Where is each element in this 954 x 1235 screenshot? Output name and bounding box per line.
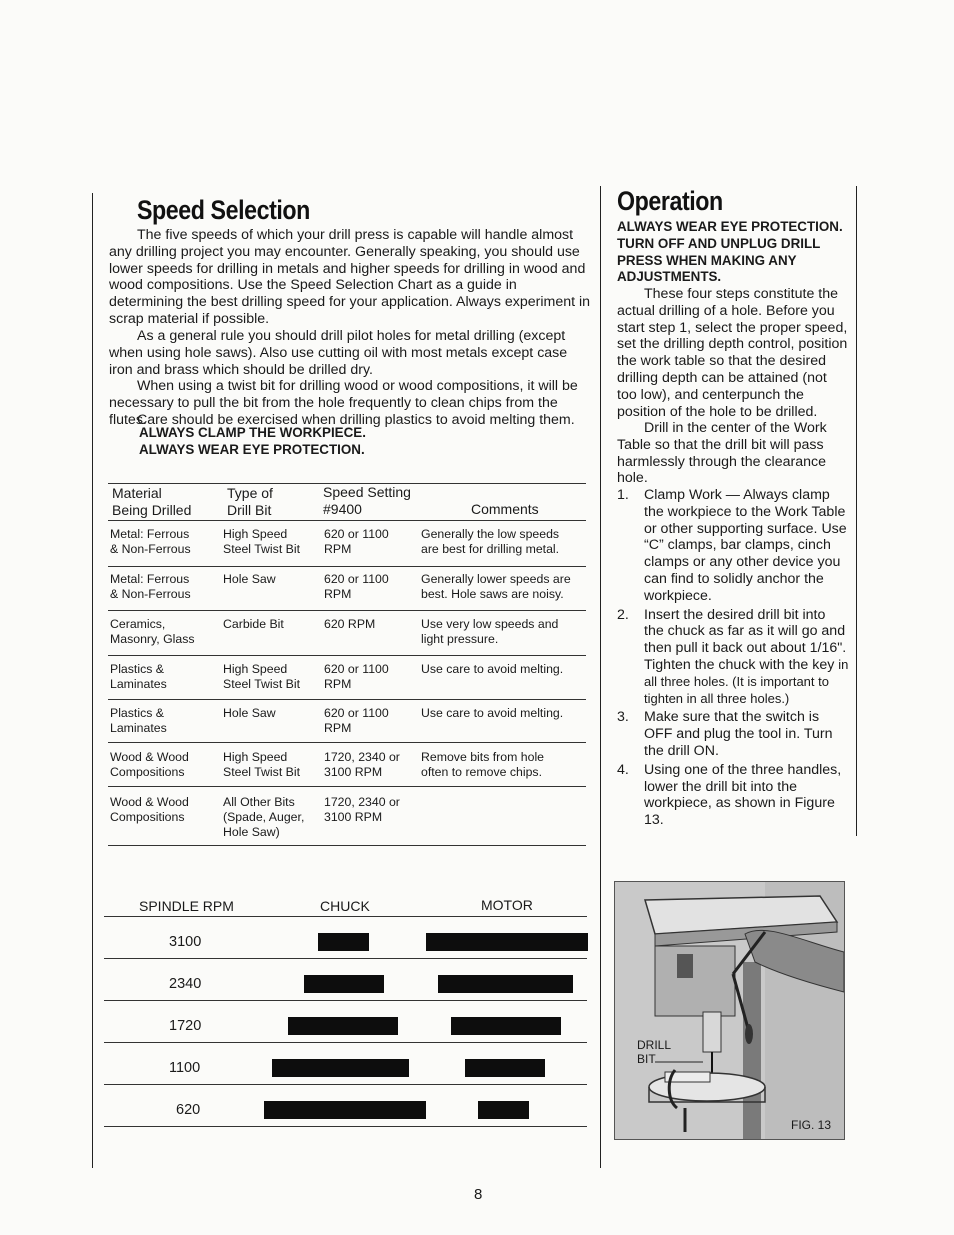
chuck-pulley-bar xyxy=(318,933,369,951)
table-row-rule xyxy=(108,655,586,656)
spindle-rpm-label: 2340 xyxy=(169,976,202,992)
table-cell-speed: 1720, 2340 or 3100 RPM xyxy=(324,750,400,779)
motor-pulley-bar xyxy=(465,1059,545,1077)
table-cell-material: Metal: Ferrous & Non-Ferrous xyxy=(110,527,191,556)
table-row-rule xyxy=(108,742,586,743)
table-cell-bit: Carbide Bit xyxy=(223,617,284,631)
chuck-pulley-bar xyxy=(304,975,384,993)
header-bit: Type of Drill Bit xyxy=(227,485,273,518)
table-row-rule xyxy=(108,845,586,846)
spindle-rpm-label: 620 xyxy=(176,1102,201,1118)
belt-row-rule xyxy=(104,1126,587,1127)
figure-label-bit: BIT xyxy=(637,1052,656,1066)
belt-row-rule xyxy=(104,958,587,959)
belt-header-spindle: SPINDLE RPM xyxy=(139,898,234,914)
table-cell-comments: Remove bits from hole often to remove chips. xyxy=(421,750,545,779)
table-row-rule xyxy=(108,699,586,700)
belt-header-rule xyxy=(104,916,587,917)
operation-paragraph-1: These four steps constitute the actual drilling of a hole. Before you start step 1, select the proper speed, set the drilling depth control, position the work table so that the desired drilling depth can be attained (not too low), and centerpunch the position of the hole to be drilled. xyxy=(617,286,848,420)
table-cell-bit: High Speed Steel Twist Bit xyxy=(223,750,300,779)
speed-paragraph-3: When using a twist bit for drilling wood or wood compositions, it will be necessary to pull the bit from the hole frequently to clean chips from the flutes. xyxy=(109,378,578,428)
motor-pulley-bar xyxy=(438,975,573,993)
speed-paragraph-1: The five speeds of which your drill press is capable will handle almost any drilling project you may encounter. Generally speaking, you should use lower speeds for drilling in metals and higher speeds for drilling in wood and wood compositions. Use the Speed Selection Chart as a guide in determining the best drilling speed for your application. Always experiment in scrap material if possible. xyxy=(109,227,591,327)
operation-paragraph-2: Drill in the center of the Work Table so that the drill bit will pass harmlessly through the clearance hole. xyxy=(617,420,827,487)
belt-row-rule xyxy=(104,1000,587,1001)
belt-row-rule xyxy=(104,1084,587,1085)
table-cell-bit: Hole Saw xyxy=(223,572,276,586)
motor-pulley-bar xyxy=(478,1101,529,1119)
speed-paragraph-4: Care should be exercised when drilling plastics to avoid melting them. xyxy=(137,412,575,428)
operation-warning: ALWAYS WEAR EYE PROTECTION. TURN OFF AND UNPLUG DRILL PRESS WHEN MAKING ANY ADJUSTMENTS. xyxy=(617,219,843,285)
table-row-rule xyxy=(108,566,586,567)
header-comments: Comments xyxy=(471,501,539,517)
table-cell-speed: 620 or 1100 RPM xyxy=(324,662,389,691)
table-cell-comments: Use care to avoid melting. xyxy=(421,662,564,676)
page-number: 8 xyxy=(474,1186,483,1203)
table-cell-material: Plastics & Laminates xyxy=(110,706,167,735)
warning-clamp: ALWAYS CLAMP THE WORKPIECE. xyxy=(139,425,366,440)
table-cell-bit: Hole Saw xyxy=(223,706,276,720)
left-column-rule xyxy=(92,193,93,1168)
belt-row-rule xyxy=(104,1042,587,1043)
right-column-rule xyxy=(600,186,601,1168)
far-right-rule xyxy=(856,186,857,836)
table-cell-material: Wood & Wood Compositions xyxy=(110,750,189,779)
table-cell-comments: Use care to avoid melting. xyxy=(421,706,564,720)
header-speed: Speed Setting #9400 xyxy=(323,484,411,517)
spindle-rpm-label: 1720 xyxy=(169,1018,202,1034)
header-bottom-rule xyxy=(108,520,586,521)
table-cell-speed: 620 or 1100 RPM xyxy=(324,527,389,556)
table-cell-material: Plastics & Laminates xyxy=(110,662,167,691)
table-cell-speed: 620 or 1100 RPM xyxy=(324,572,389,601)
table-cell-comments: Generally the low speeds are best for drilling metal. xyxy=(421,527,560,556)
step-4: 4. Using one of the three handles, lower the drill bit into the workpiece, as shown in Figure 13. xyxy=(617,761,842,829)
step-1: 1. Clamp Work — Always clamp the workpiece to the Work Table or other supporting surface. Use “C” clamps, bar clamps, cinch clamps or any other device you can find to solidly anchor the workpiece. xyxy=(617,487,847,604)
table-row-rule xyxy=(108,786,586,787)
table-cell-comments: Generally lower speeds are best. Hole saws are noisy. xyxy=(421,572,571,601)
table-cell-material: Wood & Wood Compositions xyxy=(110,795,189,824)
table-cell-material: Metal: Ferrous & Non-Ferrous xyxy=(110,572,191,601)
table-cell-material: Ceramics, Masonry, Glass xyxy=(110,617,195,646)
speed-paragraph-2: As a general rule you should drill pilot holes for metal drilling (except when using hole saws). Also use cutting oil with most metals except case iron and brass which should be drilled dry. xyxy=(109,328,568,378)
chuck-pulley-bar xyxy=(264,1101,426,1119)
table-cell-speed: 620 RPM xyxy=(324,617,376,631)
table-cell-speed: 620 or 1100 RPM xyxy=(324,706,389,735)
motor-pulley-bar xyxy=(426,933,588,951)
step-2: 2. Insert the desired drill bit into the chuck as far as it will go and then pull it back out about 1/16". Tighten the chuck with the key in all three holes. (It is important to tighten in all three holes.) xyxy=(617,606,849,706)
spindle-rpm-label: 3100 xyxy=(169,934,202,950)
chuck-pulley-bar xyxy=(272,1059,409,1077)
header-material: Material Being Drilled xyxy=(112,485,192,518)
warning-eye-protection: ALWAYS WEAR EYE PROTECTION. xyxy=(139,442,365,457)
speed-selection-title: Speed Selection xyxy=(137,195,310,225)
operation-steps xyxy=(617,487,849,831)
table-row-rule xyxy=(108,610,586,611)
belt-header-chuck: CHUCK xyxy=(320,898,370,914)
step-3: 3. Make sure that the switch is OFF and plug the tool in. Turn the drill ON. xyxy=(617,709,833,759)
drill-press-illustration xyxy=(615,882,844,1139)
table-cell-bit: High Speed Steel Twist Bit xyxy=(223,662,300,691)
table-cell-bit: All Other Bits (Spade, Auger, Hole Saw) xyxy=(223,795,305,839)
chuck-pulley-bar xyxy=(288,1017,398,1035)
table-cell-comments: Use very low speeds and light pressure. xyxy=(421,617,559,646)
figure-label-drill: DRILL xyxy=(637,1038,672,1052)
spindle-rpm-label: 1100 xyxy=(169,1060,201,1076)
operation-title: Operation xyxy=(617,186,723,216)
figure-13-drill-press-photo xyxy=(614,881,845,1140)
table-cell-bit: High Speed Steel Twist Bit xyxy=(223,527,300,556)
table-cell-speed: 1720, 2340 or 3100 RPM xyxy=(324,795,400,824)
motor-pulley-bar xyxy=(451,1017,561,1035)
belt-header-motor: MOTOR xyxy=(481,897,533,913)
figure-caption: FIG. 13 xyxy=(791,1118,832,1132)
